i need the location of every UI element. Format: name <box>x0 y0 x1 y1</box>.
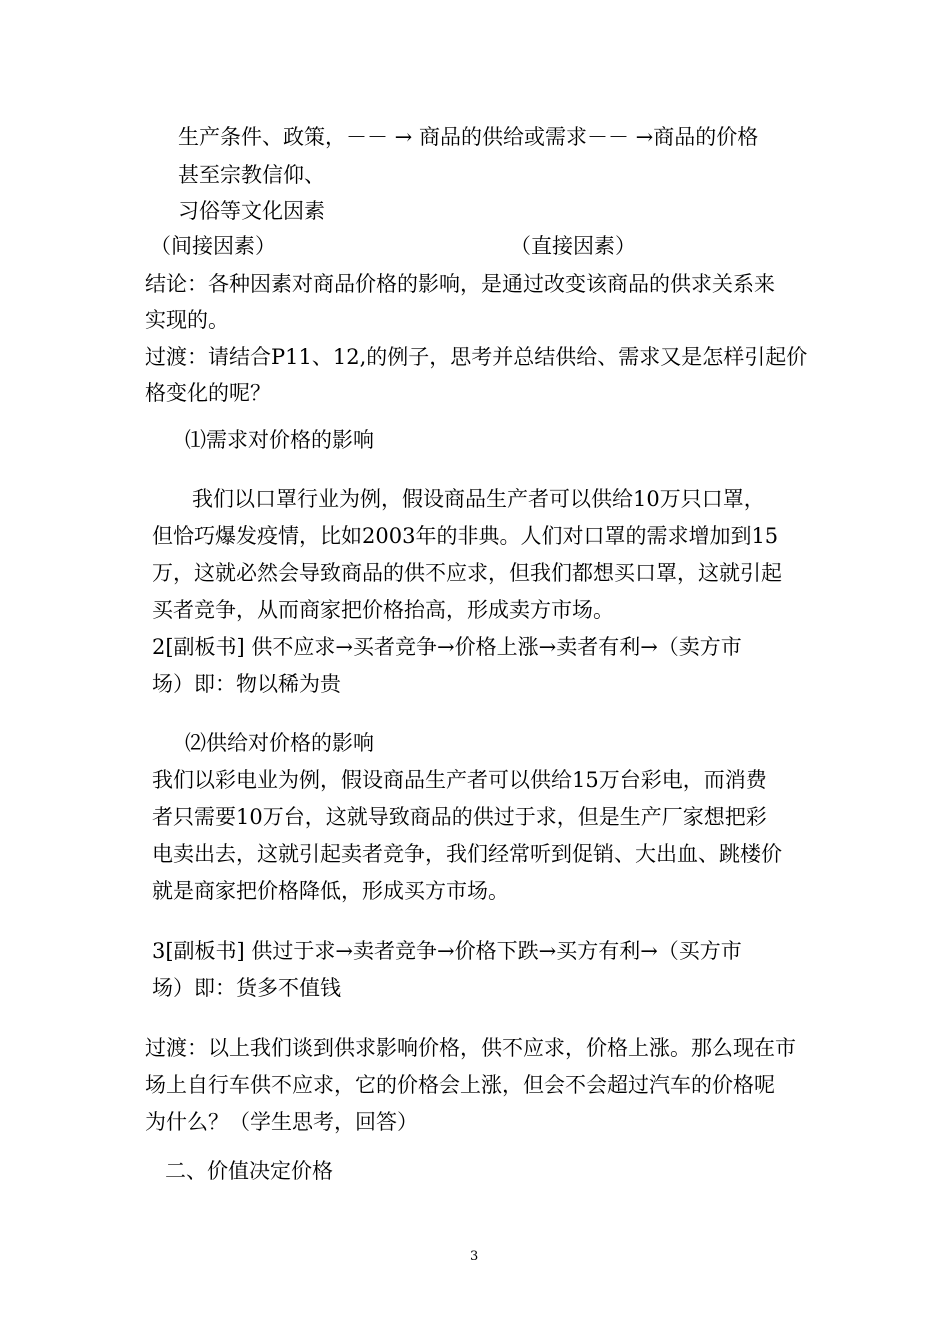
diagram-row-2: 甚至宗教信仰、 <box>178 163 325 187</box>
section-heading-value-determines-price: 二、价值决定价格 <box>165 1159 333 1183</box>
page-number: 3 <box>470 1249 479 1264</box>
diagram-row-3: 习俗等文化因素 <box>178 199 325 223</box>
section-1-heading: ⑴需求对价格的影响 <box>185 428 374 452</box>
section-1-paragraph-line-3: 万，这就必然会导致商品的供不应求，但我们都想买口罩，这就引起 <box>152 561 782 585</box>
section-2-paragraph-line-2: 者只需要10万台，这就导致商品的供过于求，但是生产厂家想把彩 <box>152 805 767 829</box>
label-direct-factors: （直接因素） <box>510 234 636 258</box>
section-2-paragraph-line-4: 就是商家把价格降低，形成买方市场。 <box>152 879 509 903</box>
transition-1-line-1: 过渡：请结合P11、12,的例子，思考并总结供给、需求又是怎样引起价 <box>145 345 808 369</box>
transition-2-line-1: 过渡：以上我们谈到供求影响价格，供不应求，价格上涨。那么现在市 <box>145 1036 796 1060</box>
diagram-row-1: 生产条件、政策，－－ → 商品的供给或需求－－ →商品的价格 <box>178 125 759 149</box>
section-1-paragraph-line-1: 我们以口罩行业为例，假设商品生产者可以供给10万只口罩， <box>192 487 765 511</box>
section-2-heading: ⑵供给对价格的影响 <box>185 731 374 755</box>
section-1-paragraph-line-4: 买者竞争，从而商家把价格抬高，形成卖方市场。 <box>152 598 614 622</box>
label-indirect-factors: （间接因素） <box>150 234 276 258</box>
conclusion-line-2: 实现的。 <box>145 308 229 332</box>
conclusion-line-1: 结论：各种因素对商品价格的影响，是通过改变该商品的供求关系来 <box>145 272 775 296</box>
transition-2-line-3: 为什么？（学生思考，回答） <box>145 1110 418 1134</box>
section-1-paragraph-line-2: 但恰巧爆发疫情，比如2003年的非典。人们对口罩的需求增加到15 <box>152 524 779 548</box>
section-1-board-line-1: 2[副板书] 供不应求→买者竞争→价格上涨→卖者有利→（卖方市 <box>152 635 742 659</box>
transition-2-line-2: 场上自行车供不应求，它的价格会上涨，但会不会超过汽车的价格呢 <box>145 1073 775 1097</box>
transition-1-line-2: 格变化的呢？ <box>145 381 271 405</box>
section-2-paragraph-line-3: 电卖出去，这就引起卖者竞争，我们经常听到促销、大出血、跳楼价 <box>152 842 782 866</box>
section-2-paragraph-line-1: 我们以彩电业为例，假设商品生产者可以供给15万台彩电，而消费 <box>152 768 767 792</box>
section-2-board-line-2: 场）即：货多不值钱 <box>152 976 341 1000</box>
section-2-board-line-1: 3[副板书] 供过于求→卖者竞争→价格下跌→买方有利→（买方市 <box>152 939 742 963</box>
section-1-board-line-2: 场）即：物以稀为贵 <box>152 672 341 696</box>
